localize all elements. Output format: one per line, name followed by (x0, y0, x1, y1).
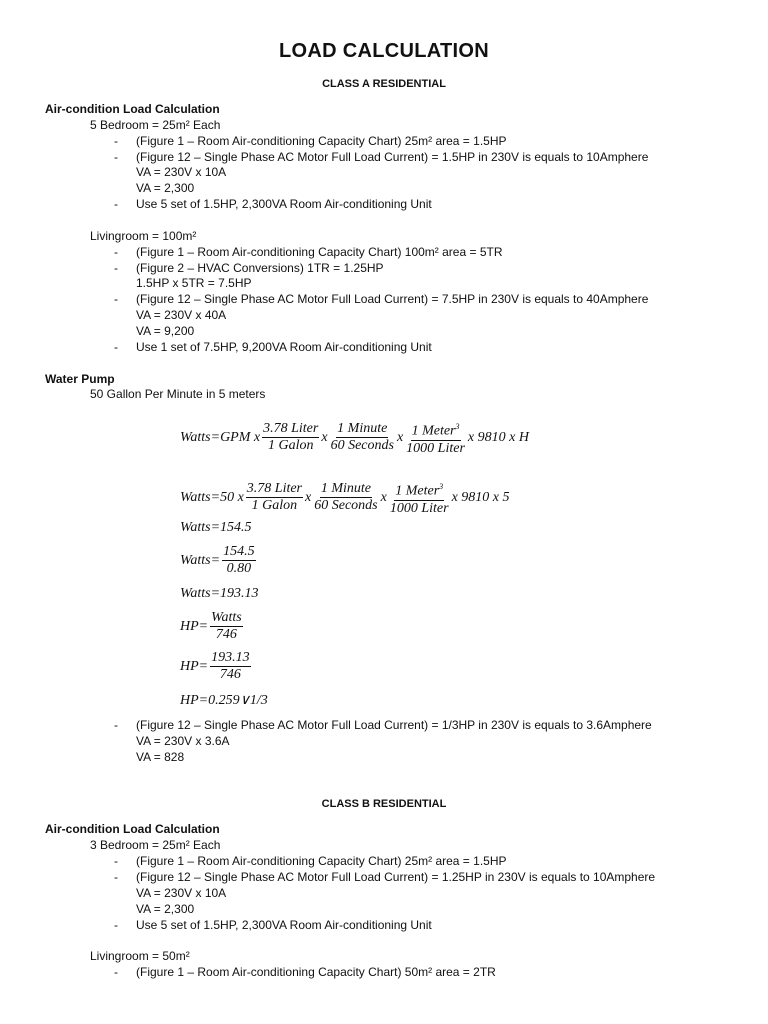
list-item: - (Figure 1 – Room Air-conditioning Capacity Chart) 50m² area = 2TR (114, 965, 496, 979)
list-item: - Use 5 set of 1.5HP, 2,300VA Room Air-conditioning Unit (114, 197, 432, 211)
list-item: - (Figure 1 – Room Air-conditioning Capacity Chart) 100m² area = 5TR (114, 245, 503, 259)
list-item: - (Figure 2 – HVAC Conversions) 1TR = 1.25HP (114, 261, 384, 275)
calc-line: 1.5HP x 5TR = 7.5HP (136, 276, 252, 290)
class-a-livingroom-line: Livingroom = 100m² (90, 229, 197, 243)
list-item: - (Figure 12 – Single Phase AC Motor Full Load Current) = 1/3HP in 230V is equals to 3.6Amphere (114, 718, 652, 732)
calc-line: VA = 230V x 40A (136, 308, 227, 322)
formula-hp-general: HP= $\frac{\text{Watts}}{746}$ (180, 610, 242, 642)
list-item: - (Figure 1 – Room Air-conditioning Capacity Chart) 25m² area = 1.5HP (114, 854, 507, 868)
formula-watts-result: Watts=154.5 (180, 520, 252, 535)
class-b-livingroom-line: Livingroom = 50m² (90, 949, 190, 963)
list-item: - (Figure 12 – Single Phase AC Motor Full Load Current) = 1.25HP in 230V is equals to 10Amphere (114, 870, 656, 884)
page-title: LOAD CALCULATION (279, 40, 489, 62)
calc-line: VA = 2,300 (136, 181, 195, 195)
water-pump-line: 50 Gallon Per Minute in 5 meters (90, 387, 266, 401)
list-item: - Use 5 set of 1.5HP, 2,300VA Room Air-conditioning Unit (114, 918, 432, 932)
calc-line: VA = 9,200 (136, 324, 195, 338)
formula-watts-substituted: Watts = 50 x $\frac{\text{3.78 Liter}}{\text{1 Galon}}$ x $\frac{\text{1 Minute}}{\text{60 Seconds}}$ x $\frac{1 Meter^3}{\text{1000 Liter}}$ x 9810 x 5 (180, 481, 510, 516)
formula-watts-efficiency: Watts= $\frac{154.5}{0.80}$ (180, 544, 255, 576)
water-pump-heading: Water Pump (45, 372, 115, 386)
formula-hp-result: HP=0.259∨1/3 (180, 693, 268, 708)
formula-watts-general: Watts = GPM x $\frac{\text{3.78 Liter}}{\text{1 Galon}}$ x $\frac{\text{1 Minute}}{\text{60 Seconds}}$ x $\frac{1 Meter^3}{\text{1000 Liter}}$ x 9810 x H (180, 421, 529, 456)
class-b-bedroom-line: 3 Bedroom = 25m² Each (90, 838, 221, 852)
formula-hp-substituted: HP= $\frac{193.13}{746}$ (180, 650, 250, 682)
calc-line: VA = 230V x 10A (136, 165, 227, 179)
list-item: - Use 1 set of 7.5HP, 9,200VA Room Air-conditioning Unit (114, 340, 432, 354)
calc-line: VA = 2,300 (136, 902, 195, 916)
class-a-aircon-heading: Air-condition Load Calculation (45, 102, 220, 116)
formula-watts-final: Watts=193.13 (180, 586, 259, 601)
class-b-aircon-heading: Air-condition Load Calculation (45, 822, 220, 836)
list-item: - (Figure 12 – Single Phase AC Motor Full Load Current) = 7.5HP in 230V is equals to 40Amphere (114, 292, 649, 306)
calc-line: VA = 828 (136, 750, 185, 764)
class-a-heading: CLASS A RESIDENTIAL (322, 78, 446, 90)
class-a-bedroom-line: 5 Bedroom = 25m² Each (90, 118, 221, 132)
class-b-heading: CLASS B RESIDENTIAL (321, 798, 447, 810)
calc-line: VA = 230V x 3.6A (136, 734, 230, 748)
calc-line: VA = 230V x 10A (136, 886, 227, 900)
list-item: - (Figure 12 – Single Phase AC Motor Full Load Current) = 1.5HP in 230V is equals to 10Amphere (114, 150, 649, 164)
list-item: - (Figure 1 – Room Air-conditioning Capacity Chart) 25m² area = 1.5HP (114, 134, 507, 148)
